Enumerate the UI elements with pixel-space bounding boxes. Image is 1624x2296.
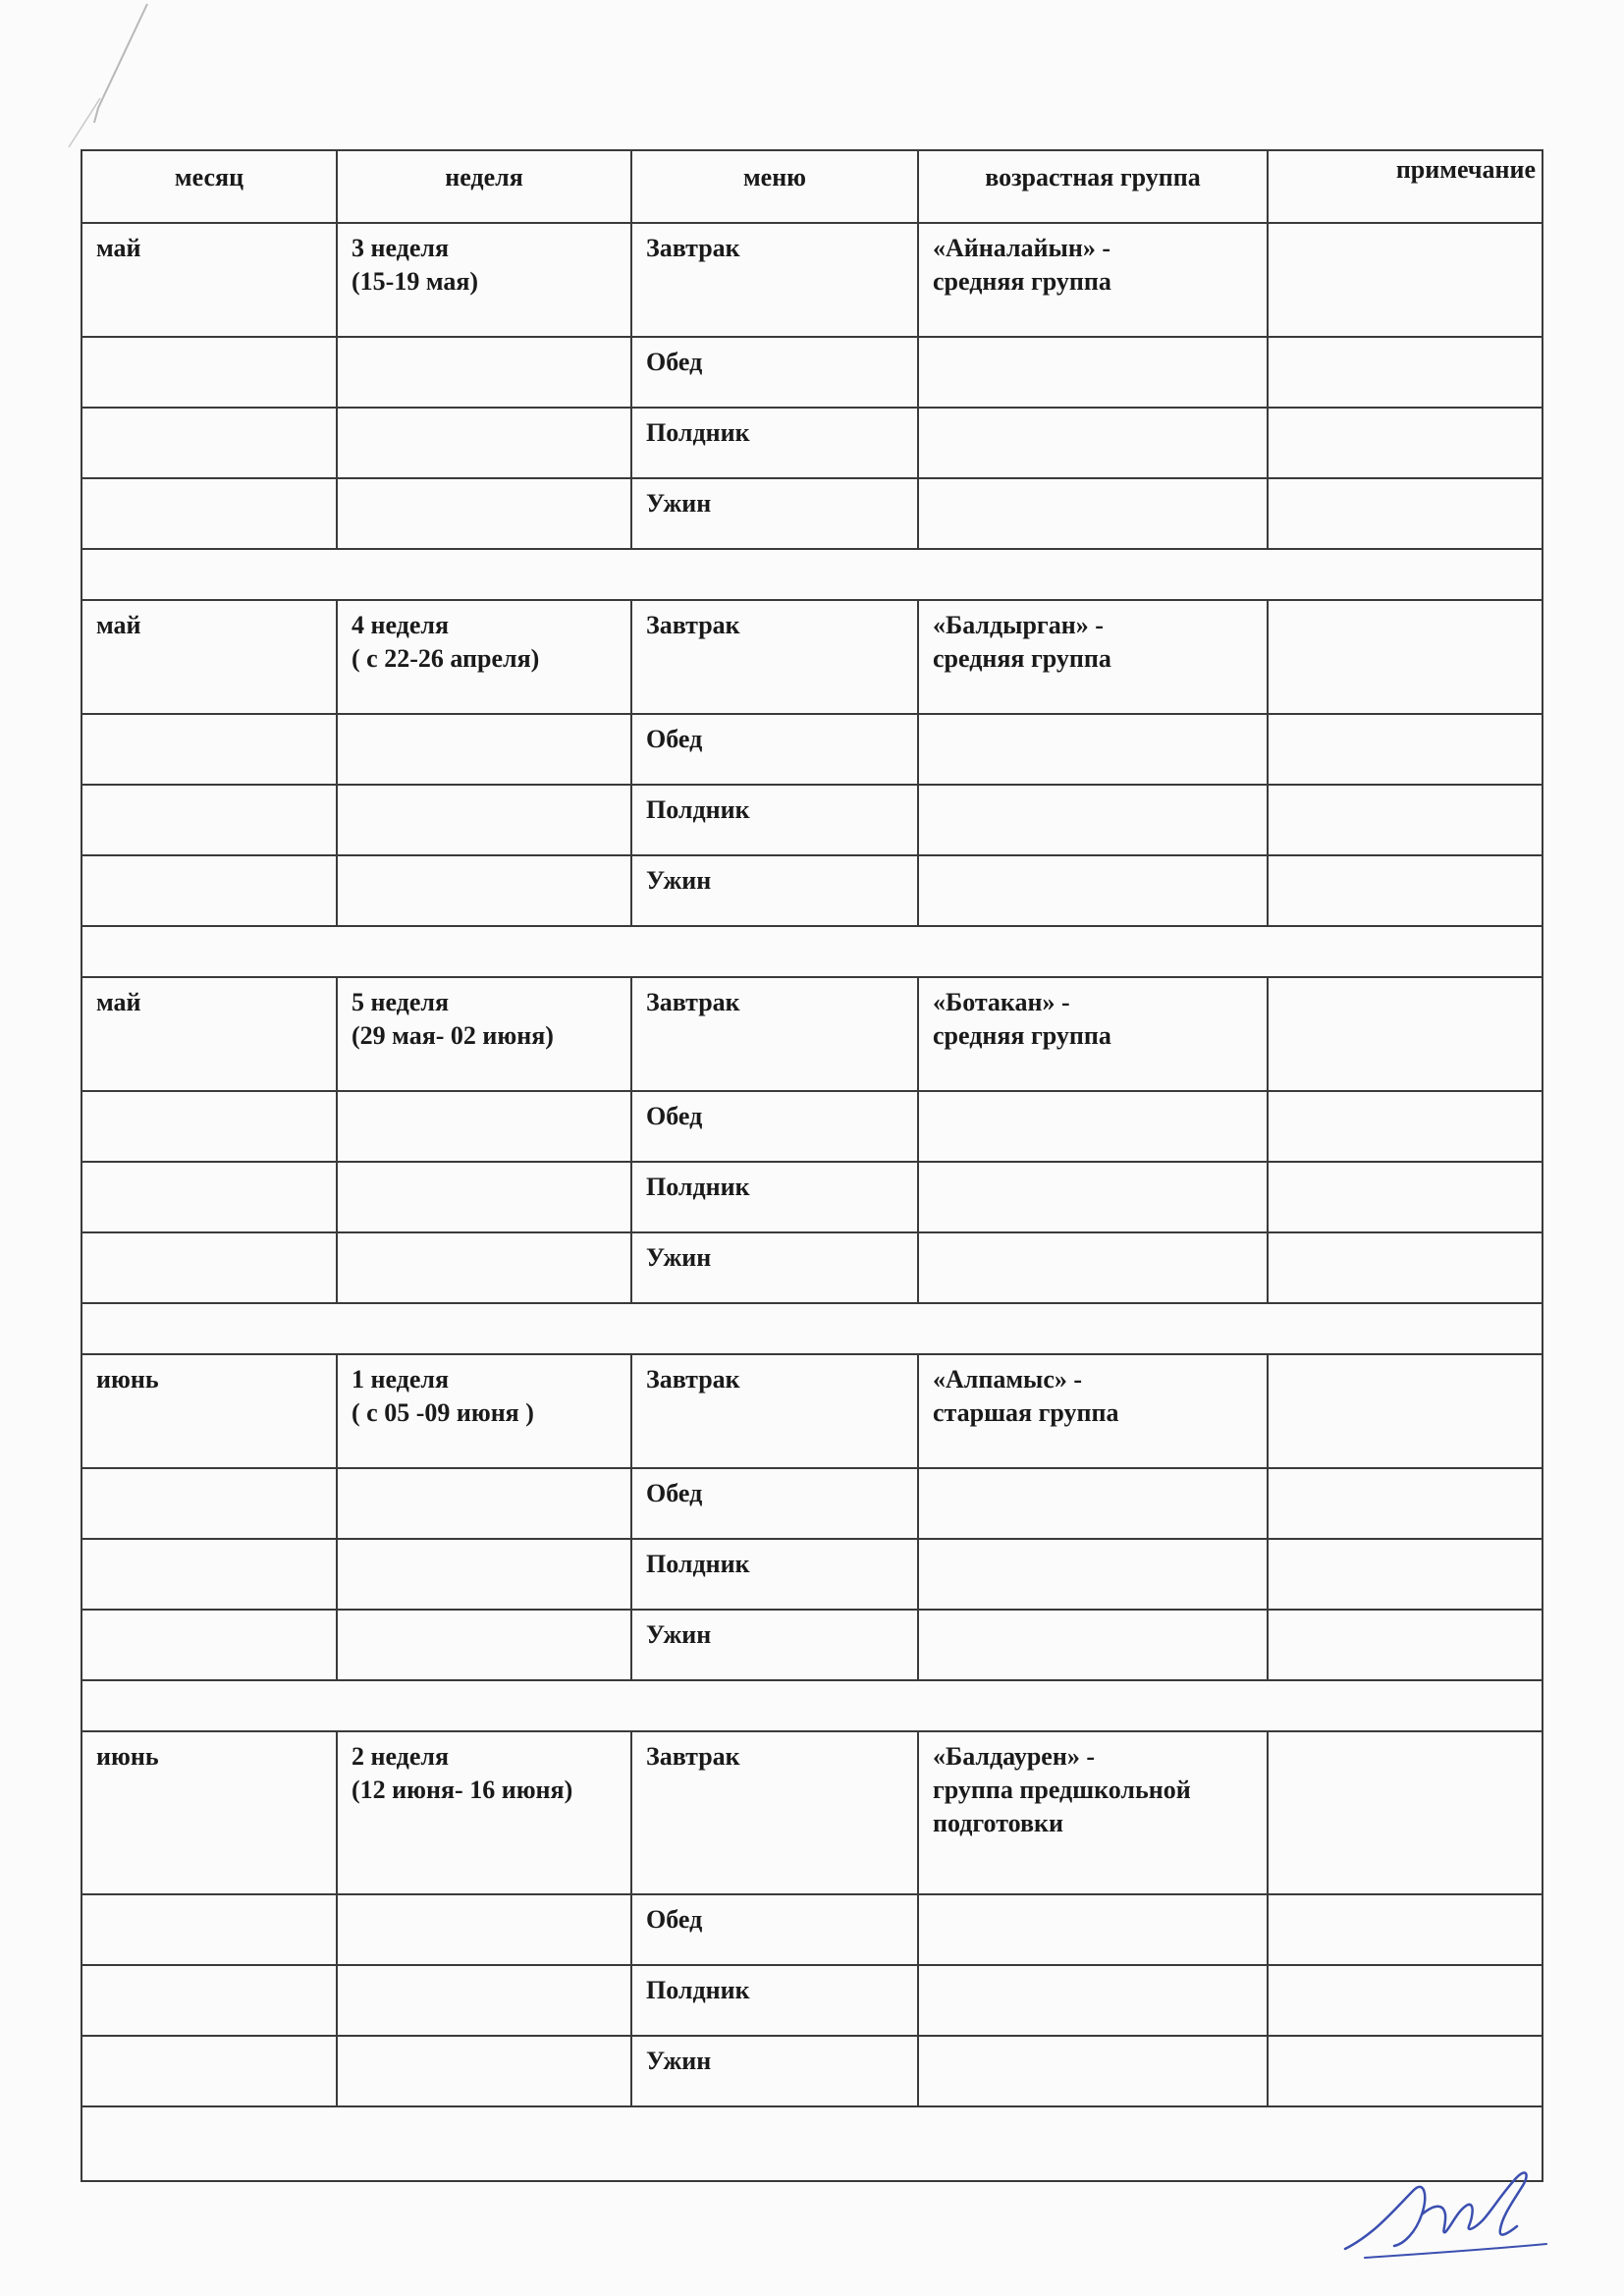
meal-row <box>81 785 1543 855</box>
meal-row <box>81 337 1543 408</box>
note-cell <box>1268 600 1543 714</box>
note-cell <box>1268 977 1543 1091</box>
meal-cell: Завтрак <box>631 1731 918 1894</box>
week-cell: 4 неделя ( с 22-26 апреля) <box>337 600 631 714</box>
month-cell: май <box>81 223 337 337</box>
header-week: неделя <box>337 150 631 223</box>
meal-cell: Завтрак <box>631 977 918 1091</box>
spacer-row <box>81 549 1543 600</box>
meal-cell: Полдник <box>631 785 918 855</box>
meal-row <box>81 2036 1543 2106</box>
spacer-row <box>81 2106 1543 2181</box>
meal-cell: Обед <box>631 337 918 408</box>
month-cell: май <box>81 600 337 714</box>
block-4-breakfast-row <box>81 1354 1543 1468</box>
age-group-cell: «Алпамыс» - старшая группа <box>918 1354 1268 1468</box>
month-cell: июнь <box>81 1731 337 1894</box>
meal-row <box>81 1610 1543 1680</box>
scan-streak-mark <box>29 0 167 167</box>
note-cell <box>1268 1354 1543 1468</box>
meal-cell: Ужин <box>631 1610 918 1680</box>
meal-cell: Ужин <box>631 2036 918 2106</box>
week-cell: 2 неделя (12 июня- 16 июня) <box>337 1731 631 1894</box>
spacer-row <box>81 926 1543 977</box>
note-cell <box>1268 223 1543 337</box>
meal-row <box>81 714 1543 785</box>
week-cell: 5 неделя (29 мая- 02 июня) <box>337 977 631 1091</box>
header-menu: меню <box>631 150 918 223</box>
week-cell: 3 неделя (15-19 мая) <box>337 223 631 337</box>
meal-row <box>81 1468 1543 1539</box>
header-row <box>81 150 1543 223</box>
meal-cell: Ужин <box>631 855 918 926</box>
meal-cell: Ужин <box>631 478 918 549</box>
meal-row <box>81 1965 1543 2036</box>
meal-cell: Обед <box>631 1894 918 1965</box>
meal-cell: Полдник <box>631 1965 918 2036</box>
meal-cell: Завтрак <box>631 1354 918 1468</box>
handwritten-signature <box>1335 2156 1561 2264</box>
block-3-breakfast-row <box>81 977 1543 1091</box>
menu-schedule-table <box>81 149 1543 2182</box>
meal-cell: Полдник <box>631 408 918 478</box>
block-1-breakfast-row <box>81 223 1543 337</box>
block-5-breakfast-row <box>81 1731 1543 1894</box>
spacer-row <box>81 1680 1543 1731</box>
note-cell <box>1268 1731 1543 1894</box>
meal-cell: Полдник <box>631 1539 918 1610</box>
meal-cell: Обед <box>631 714 918 785</box>
age-group-cell: «Балдырган» - средняя группа <box>918 600 1268 714</box>
age-group-cell: «Ботакан» - средняя группа <box>918 977 1268 1091</box>
meal-cell: Ужин <box>631 1232 918 1303</box>
meal-cell: Обед <box>631 1091 918 1162</box>
meal-row <box>81 1091 1543 1162</box>
meal-row <box>81 478 1543 549</box>
spacer-row <box>81 1303 1543 1354</box>
month-cell: май <box>81 977 337 1091</box>
meal-cell: Обед <box>631 1468 918 1539</box>
meal-cell: Полдник <box>631 1162 918 1232</box>
meal-cell: Завтрак <box>631 223 918 337</box>
meal-row <box>81 1162 1543 1232</box>
header-age-group: возрастная группа <box>918 150 1268 223</box>
age-group-cell: «Айналайын» - средняя группа <box>918 223 1268 337</box>
age-group-cell: «Балдаурен» - группа предшкольной подготовки <box>918 1731 1268 1894</box>
block-2-breakfast-row <box>81 600 1543 714</box>
header-note: примечание <box>1268 150 1543 223</box>
header-month: месяц <box>81 150 337 223</box>
month-cell: июнь <box>81 1354 337 1468</box>
meal-row <box>81 855 1543 926</box>
meal-row <box>81 1539 1543 1610</box>
meal-cell: Завтрак <box>631 600 918 714</box>
meal-row <box>81 408 1543 478</box>
meal-row <box>81 1894 1543 1965</box>
week-cell: 1 неделя ( с 05 -09 июня ) <box>337 1354 631 1468</box>
meal-row <box>81 1232 1543 1303</box>
